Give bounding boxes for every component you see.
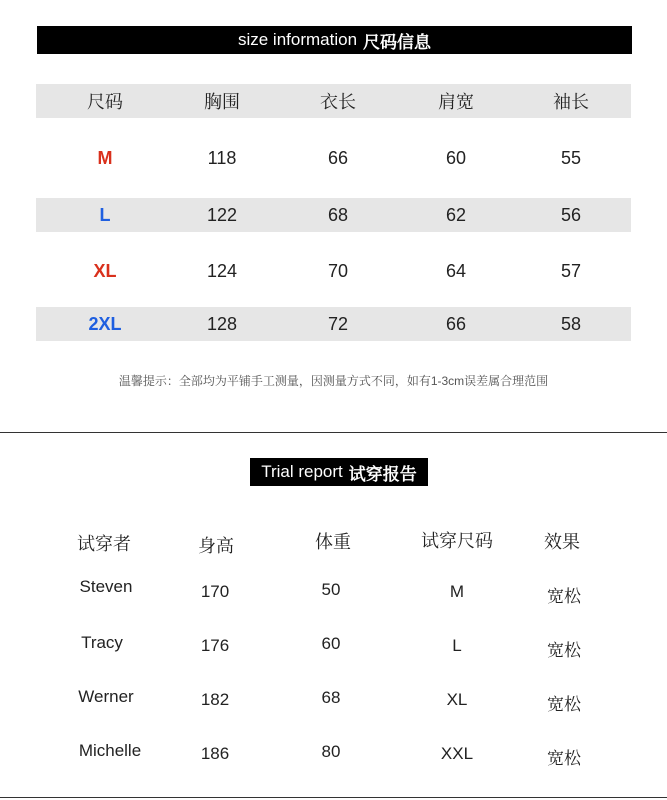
tester-effect: 宽松	[547, 749, 581, 768]
length-value: 66	[327, 147, 349, 168]
chest-value: 122	[206, 204, 238, 225]
tester-effect: 宽松	[547, 695, 581, 714]
chest-value: 128	[206, 313, 238, 334]
header-trial-size: 试穿尺码	[421, 531, 493, 551]
length-value: 72	[327, 313, 349, 334]
header-effect: 效果	[544, 532, 580, 552]
sleeve-value: 56	[560, 204, 582, 225]
trial-table-row	[0, 687, 667, 713]
size-label: L	[99, 204, 111, 225]
chest-value: 118	[207, 147, 237, 168]
header-length: 衣长	[320, 92, 356, 112]
tester-height: 182	[200, 690, 230, 709]
tester-size: L	[452, 636, 462, 655]
trial-table-row	[0, 741, 667, 767]
tester-size: M	[449, 582, 465, 601]
size-label: M	[97, 147, 113, 168]
tester-name: Tracy	[81, 633, 123, 652]
size-table-row	[36, 141, 631, 175]
tester-height: 170	[200, 582, 230, 601]
shoulder-value: 66	[445, 313, 467, 334]
sleeve-value: 55	[560, 147, 582, 168]
tester-height: 186	[200, 744, 230, 763]
trial-report-title-zh: 试穿报告	[348, 464, 417, 484]
trial-table-row	[0, 633, 667, 659]
header-weight: 体重	[315, 532, 351, 552]
header-shoulder: 肩宽	[438, 92, 474, 112]
tester-name: Steven	[79, 577, 133, 596]
size-label: XL	[93, 260, 117, 281]
size-label: 2XL	[88, 313, 122, 334]
shoulder-value: 62	[445, 204, 467, 225]
header-height: 身高	[198, 536, 234, 556]
chest-value: 124	[206, 260, 238, 281]
tester-height: 176	[200, 636, 230, 655]
trial-report-title-en: Trial report	[261, 462, 343, 481]
header-chest: 胸围	[204, 92, 240, 112]
trial-report-banner	[250, 458, 428, 486]
section-divider	[0, 432, 667, 433]
measurement-note: 温馨提示：全部均为平铺手工测量，因测量方式不同，如有1-3cm误差属合理范围	[118, 374, 549, 388]
size-info-title-zh: 尺码信息	[363, 32, 432, 52]
size-table-row	[36, 254, 631, 288]
header-tester: 试穿者	[77, 534, 131, 554]
size-table-header	[36, 84, 631, 118]
tester-weight: 80	[321, 742, 341, 761]
bottom-divider	[0, 797, 667, 798]
tester-name: Michelle	[78, 741, 142, 760]
tester-size: XXL	[440, 744, 474, 763]
shoulder-value: 64	[445, 260, 467, 281]
tester-name: Werner	[78, 687, 134, 706]
trial-table-row	[0, 577, 667, 606]
tester-weight: 60	[321, 634, 341, 653]
header-sleeve: 袖长	[553, 92, 589, 112]
size-info-title-en: size information	[237, 30, 358, 49]
size-table-row	[36, 198, 631, 232]
sleeve-value: 58	[560, 313, 582, 334]
shoulder-value: 60	[445, 147, 467, 168]
tester-weight: 50	[321, 580, 341, 599]
size-table-row	[36, 307, 631, 341]
header-size: 尺码	[87, 92, 123, 112]
tester-effect: 宽松	[547, 641, 581, 660]
size-info-banner	[37, 26, 632, 54]
tester-effect: 宽松	[547, 587, 581, 606]
length-value: 68	[327, 204, 349, 225]
length-value: 70	[327, 260, 349, 281]
sleeve-value: 57	[560, 260, 582, 281]
tester-weight: 68	[321, 688, 341, 707]
trial-table-header	[0, 530, 667, 556]
tester-size: XL	[446, 690, 468, 709]
